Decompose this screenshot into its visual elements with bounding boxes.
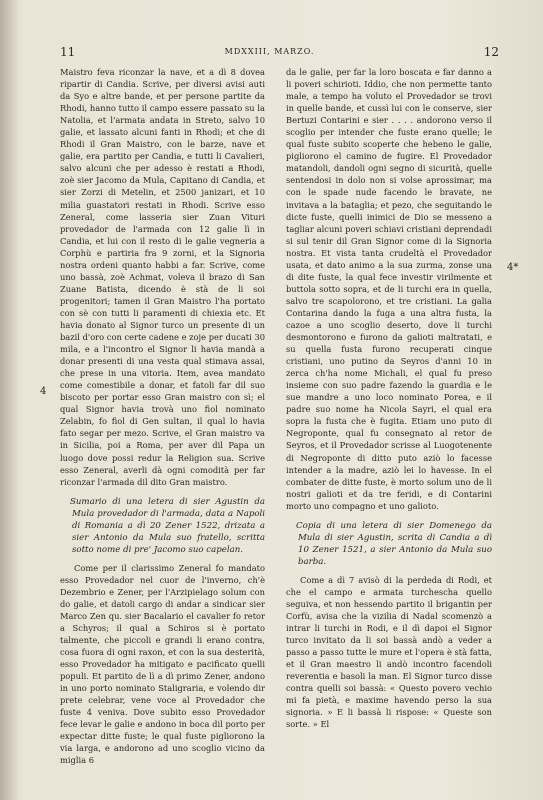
paragraph: Come per il clarissimo Zeneral fo mandato esso Provedador nel cuor de l'inverno, ch'è Dezembrio e Zener, per l'Arzipielago solum con do galie, et datoli cargo di andar a sindicar sier Marco Zen qu. sier Bacalario el cavalier fo retor a Schyros; il qual a Schiros si è portato talmente, che piccoli e grandi li erano contra, cosa fuora di ogni raxon, et con la sua desterità, esso Provedador ha mitigato e pacificato quelli populi. Et partito de lì a dì primo Zener, andono in uno porto nominato Staligraria, e volendo dir prete celebrar, vene voce al Provedador che fuste 4 veniva. Dove subito esso Provedador fece levar le galie e andono in boca dil porto per expectar ditte fuste; le qual fuste pigliorono la via larga, e andorono ad uno scoglio vicino da miglia 6	[60, 562, 265, 766]
section-heading: Sumario di una letera di sier Agustin da Mula provedador di l'armada, data a Napoli di Romania a dì 20 Zener 1522, drizata a sier Antonio da Mula suo fratello, scritta sotto nome di pre' Jacomo suo capelan.	[70, 496, 265, 555]
text-column-right	[286, 66, 492, 730]
running-header	[40, 44, 499, 60]
page-number-right: 12	[483, 45, 499, 59]
paragraph: Maistro feva riconzar la nave, et a dì 8 dovea ripartir di Candia. Scrive, per diversi avisi auti da Syo e altre bande, et per persone partite da Rhodi, hanno tutto il campo essere passato su la Natolia, et l'armata andata in Streto, salvo 10 galie, et lassato alcuni fanti in Rhodi; et che di Rhodi il Gran Maistro, con le barze, nave et galie, era partito per Candia, e tutti li Cavalieri, salvo alcuni che per adesso è restati a Rhodi, zoè sier Jacomo da Mula, Capitano di Candia, et sier Zorzi di Metelin, et 2500 janizari, et 10 milia guastatori restati in Rhodi. Scrive esso Zeneral, come lasseria sier Zuan Vituri provedador de l'armada con 12 galie lì in Candia, et lui con il resto di le galie vegneria a Corphù e partiria fra 9 zorni, et la Signoria nostra ordeni quanto habbi a far. Scrive, come uno bassà, zoè Achmat, voleva il brazo di San Zuane Batista, dicendo è stà de li soi progenitori; tamen il Gran Maistro l'ha portato con sè con tutti li paramenti di chiexia etc. Et havia donato al Signor turco un presente di un bazil d'oro con certe cadene e zoje per ducati 30 mila, e a l'incontro el Signor li havia mandà a donar presenti di una vesta qual stimava assai, che prese in una vitoria. Item, avea mandato come comestibile a donar, et fatoli far dil suo biscoto per portar esso Gran maistro con sì; el qual Signor havia trovà uno fiol nominato Zelabin, fo fiol di Gen sultan, il qual lo havia fato segar per mezo. Scrive, el Gran maistro va in Sicilia, poi a Roma, per aver dil Papa un luogo dove possi redur la Religion sua. Scrive esso Zeneral, averli dà ogni comodità per far riconzar l'armada dil dito Gran maistro.	[60, 67, 265, 487]
margin-marker-left: 4	[40, 386, 47, 397]
paragraph: Come a dì 7 avisò di la perdeda di Rodi, et che el campo e armata turchescha quello seguiva, et non hessendo partito il brigantin per Corfù, avisa che la vizilia di Nadal scomenzò a intrar li turchi in Rodi, e il dì dapoi el Signor turco invitato da li soi bassà andò a veder a passo a passo tutte le mure et l'opera è stà fatta, et il Gran maestro li andò incontro facendoli reverentia e basoli la man. El Signor turco disse contra quelli soi bassà: « Questo povero vechio mi fa pietà, e maxime havendo perso la sua signoria. » E li bassà li rispose: « Queste son sorte. » El	[286, 574, 492, 730]
running-title: MDXXIII, MARZO.	[224, 47, 315, 56]
text-column-left	[60, 66, 265, 766]
page-number-left: 11	[60, 45, 76, 59]
margin-marker-right: 4*	[507, 262, 519, 273]
paragraph: da le galie, per far la loro boscata e far danno a li poveri schirioti. Iddio, che non permette tanto male, a tempo ha voluto el Provedador se trovi in quelle bande, et cussì lui con le conserve, sier Bertuzi Contarini e sier . . . . andorono verso il scoglio per intender che fuste erano quelle; le qual fuste subito scoperte che hebeno le galie, pigliorono el camino de fugire. El Provedador matandoli, dandoli ogni segno di sicurità, quelle sentendosi in dolo non si volse aprossimar, ma con le spade nude facendo le bravate, ne invitava a la bataglia; et pezo, che seguitando le dicte fuste, quelli inimici de Dio se messeno a tagliar alcuni poveri schiavi cristiani deprendadi si sul tenir dil Gran Signor come di la Signoria nostra. Et vista tanta crudeltà el Provedador usata, et dato animo a la sua zurma, zonse una di dite fuste, la qual fece investir virilmente et buttola sotto sopra, et de li turchi era in quella, salvo tre scapolorono, et tre cristiani. La galia Contarina dando la fuga a una altra fusta, la cazoe a uno scoglio deserto, dove li turchi desmontorono e furono da galioti maltratati, e su quella fusta furono recuperati cinque cristiani, uno putino da Seyros d'anni 10 in zerca ch'ha nome Michali, el qual fu preso insieme con suo padre fazendo la guardia e le sue mandre a uno loco nominato Porea, e il padre suo nome ha Nicola Sayri, el qual era sopra la fusta che è fugita. Etiam uno puto di Negroponte, qual fu consegnato al retor de Seyros, et il Provedador scrisse al Luogotenente di Negroponte di ditto puto aziò lo facesse intender a la madre, aziò lei lo havesse. In el combater de ditte fuste, è morto solum uno de li nostri galioti et da tre feridi, e di Contarini morto uno compagno et uno galioto.	[286, 67, 492, 511]
binding-shadow	[0, 0, 18, 800]
section-heading: Copia di una letera di sier Domenego da Mula di sier Agustin, scrita di Candia a dì 10 Zener 1521, a sier Antonio da Mula suo barba.	[296, 520, 492, 567]
